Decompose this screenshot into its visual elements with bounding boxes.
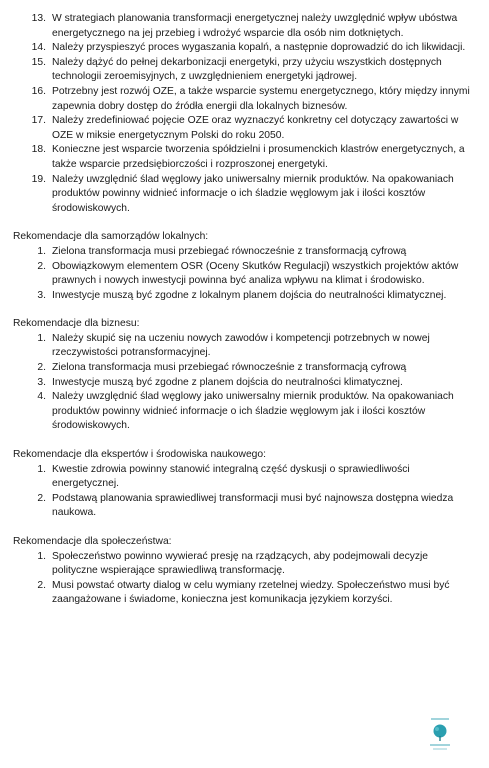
document-page	[0, 12, 489, 608]
list-item: 2. Zielona transformacja musi przebiegać równocześnie z transformacją cyfrową	[37, 362, 407, 374]
list-item: 3. Inwestycje muszą być zgodne z lokalnym planem dojścia do neutralności klimatycznej.	[37, 289, 447, 301]
list-item: 2. Podstawą planowania sprawiedliwej transformacji musi być najnowsza dostępna wiedza naukowa.	[37, 492, 454, 519]
section-business	[0, 317, 489, 434]
list-item-text: W strategiach planowania transformacji energetycznej należy uwzględnić wpływ ubóstwa energetycznego na jej przebieg i wdrożyć wsparcie dla osób nim dotkniętych.	[52, 13, 458, 39]
list-item: 1. Zielona transformacja musi przebiegać równocześnie z transformacją cyfrową	[37, 245, 407, 257]
list-item: 15. Należy dążyć do pełnej dekarbonizacji energetyki, przy użyciu wszystkich dostępnych technologii zeroemisyjnych, z uwzględnieniem energetyki jądrowej.	[31, 56, 442, 83]
list-item-text: Konieczne jest wsparcie tworzenia spółdzielni i prosumenckich klastrów energetycznych, a także wsparcie przedsiębiorczości i rozproszonej energetyki.	[52, 144, 465, 170]
list-item-text: Należy zredefiniować pojęcie OZE oraz wyznaczyć konkretny cel dotyczący zawartości w OZE w miksie energetycznym Polski do roku 2050.	[52, 115, 459, 141]
section-list	[0, 463, 489, 521]
list-item-text: Należy uwzględnić ślad węglowy jako uniwersalny miernik produktów. Na opakowaniach produktów powinny widnieć informacje o ich śladzie węglowym jak i ilości kosztów środowiskowych.	[52, 391, 454, 432]
list-item-text: Należy skupić się na uczeniu nowych zawodów i kompetencji potrzebnych w nowej rzeczywistości potransformacyjnej.	[52, 332, 430, 359]
section-heading: Rekomendacje dla ekspertów i środowiska naukowego:	[13, 449, 266, 461]
list-item: 1. Należy skupić się na uczeniu nowych zawodów i kompetencji potrzebnych w nowej rzeczywistości potransformacyjnej.	[37, 332, 430, 359]
list-item-text: Kwestie zdrowia powinny stanowić integralną część dyskusji o sprawiedliwości energetycznej.	[52, 463, 410, 490]
section-list	[0, 332, 489, 434]
recommendations-list-continued	[0, 12, 489, 216]
list-item: 1. Kwestie zdrowia powinny stanowić integralną część dyskusji o sprawiedliwości energetycznej.	[37, 463, 410, 490]
section-experts	[0, 448, 489, 521]
list-item-text: Należy dążyć do pełnej dekarbonizacji energetyki, przy użyciu wszystkich dostępnych technologii zeroemisyjnych, z uwzględnieniem energetyki jądrowej.	[52, 56, 442, 83]
section-society	[0, 535, 489, 608]
list-item: 18. Konieczne jest wsparcie tworzenia spółdzielni i prosumenckich klastrów energetycznych, a także wsparcie przedsiębiorczości i rozproszonej energetyki.	[31, 144, 465, 170]
list-item: 3. Inwestycje muszą być zgodne z planem dojścia do neutralności klimatycznej.	[37, 376, 403, 388]
tree-globe-logo-icon	[420, 716, 460, 756]
list-item-text: Podstawą planowania sprawiedliwej transformacji musi być najnowsza dostępna wiedza naukowa.	[52, 492, 454, 519]
list-item-text: Zielona transformacja musi przebiegać równocześnie z transformacją cyfrową	[52, 362, 407, 374]
section-list	[0, 550, 489, 608]
list-item-text: Musi powstać otwarty dialog w celu wymiany rzetelnej wiedzy. Społeczeństwo musi być zaangażowane i świadome, konieczna jest komunikacja językiem korzyści.	[52, 579, 450, 606]
list-item: 2. Musi powstać otwarty dialog w celu wymiany rzetelnej wiedzy. Społeczeństwo musi być zaangażowane i świadome, konieczna jest komunikacja językiem korzyści.	[37, 579, 450, 606]
list-item: 14. Należy przyspieszyć proces wygaszania kopalń, a następnie doprowadzić do ich likwidacji.	[31, 42, 466, 54]
list-item-text: Potrzebny jest rozwój OZE, a także wsparcie systemu energetycznego, który między innymi zapewnia dobry dostęp do źródła energii dla lokalnych biznesów.	[52, 85, 470, 112]
section-heading: Rekomendacje dla biznesu:	[13, 318, 140, 330]
list-item: 13. W strategiach planowania transformacji energetycznej należy uwzględnić wpływ ubóstwa energetycznego na jej przebieg i wdrożyć wsparcie dla osób nim dotkniętych.	[31, 13, 458, 39]
list-item-text: Obowiązkowym elementem OSR (Oceny Skutków Regulacji) wszystkich projektów aktów prawnych i nowych inwestycji powinna być analiza wpływu na klimat i środowisko.	[52, 260, 459, 287]
list-item-text: Inwestycje muszą być zgodne z lokalnym planem dojścia do neutralności klimatycznej.	[52, 289, 447, 301]
list-item-text: Zielona transformacja musi przebiegać równocześnie z transformacją cyfrową	[52, 245, 407, 257]
section-local-governments	[0, 230, 489, 303]
section-heading: Rekomendacje dla społeczeństwa:	[13, 536, 172, 547]
list-item: 16. Potrzebny jest rozwój OZE, a także wsparcie systemu energetycznego, który między innymi zapewnia dobry dostęp do źródła energii dla lokalnych biznesów.	[31, 85, 470, 112]
list-item: 19. Należy uwzględnić ślad węglowy jako uniwersalny miernik produktów. Na opakowaniach produktów powinny widnieć informacje o ich śladzie węglowym jak i ilości kosztów środowiskowych.	[31, 173, 454, 214]
section-list	[0, 245, 489, 303]
list-item-text: Inwestycje muszą być zgodne z planem dojścia do neutralności klimatycznej.	[52, 376, 403, 388]
list-item-text: Należy przyspieszyć proces wygaszania kopalń, a następnie doprowadzić do ich likwidacji.	[52, 42, 466, 54]
list-item: 1. Społeczeństwo powinno wywierać presję na rządzących, aby podejmowali decyzje polityczne wspierające sprawiedliwą transformację.	[37, 550, 429, 577]
list-item: 17. Należy zredefiniować pojęcie OZE oraz wyznaczyć konkretny cel dotyczący zawartości w OZE w miksie energetycznym Polski do roku 2050.	[31, 115, 459, 141]
section-heading: Rekomendacje dla samorządów lokalnych:	[13, 231, 209, 243]
list-item-text: Należy uwzględnić ślad węglowy jako uniwersalny miernik produktów. Na opakowaniach produktów powinny widnieć informacje o ich śladzie węglowym jak i ilości kosztów środowiskowych.	[52, 173, 454, 214]
list-item-text: Społeczeństwo powinno wywierać presję na rządzących, aby podejmowali decyzje polityczne wspierające sprawiedliwą transformację.	[52, 550, 429, 577]
list-item: 4. Należy uwzględnić ślad węglowy jako uniwersalny miernik produktów. Na opakowaniach produktów powinny widnieć informacje o ich śladzie węglowym jak i ilości kosztów środowiskowych.	[37, 391, 454, 432]
list-item: 2. Obowiązkowym elementem OSR (Oceny Skutków Regulacji) wszystkich projektów aktów prawnych i nowych inwestycji powinna być analiza wpływu na klimat i środowisko.	[37, 260, 459, 287]
